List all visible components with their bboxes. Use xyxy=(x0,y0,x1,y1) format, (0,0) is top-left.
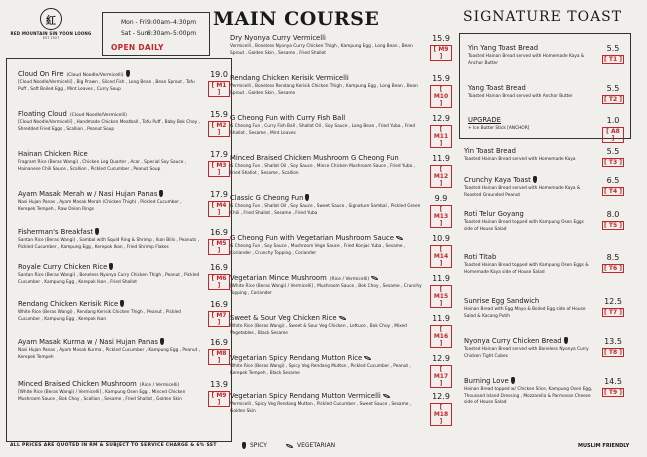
chili-icon xyxy=(159,190,163,197)
item-code: [ M11 ] xyxy=(430,125,452,148)
item-code: [ T5 ] xyxy=(602,221,624,230)
item-name: Vegetarian Spicy Rendang Mutton Vermicelli xyxy=(230,392,452,400)
item-description: [Cloud Noodle/Vermicelli] , Big Prawn , Sliced Fish , Long Bean , Bean Sprout , Tofu Puff , Soft Boiled Egg , Mint Leaves , Curry Soup xyxy=(18,80,195,92)
item-description: [White Rice (Beras Wangi) / Vermicelli] , Kampung Osen Egg , Minced Chicken Mushroom Sauce , Bok Choy , Scallion , Sesame , Fried Shallot , Golden Skin xyxy=(18,390,186,402)
item-name: Vegetarian Mince Mushroom (Rice / Vermicelli) xyxy=(230,274,452,282)
item-description: White Rice (Beras Wangi) , Sweet & Sour Veg Chicken , Lettuce , Bok Choy , Mixed Vegetables , Black Sesame xyxy=(230,324,407,336)
item-code: [ M12 ] xyxy=(430,165,452,188)
item-price: 1.0 xyxy=(606,116,620,125)
item-code: [ M10 ] xyxy=(430,85,452,108)
item-description: Fragrant Rice (Beras Wangi) , Chicken Leg Quarter , Acar , Special Soy Sauce , Hainanese Chili Sauce , Scallion , Pickled Cucumber , Peanut Soup xyxy=(18,160,187,172)
item-price: 5.5 xyxy=(606,44,620,53)
item-price: 6.5 xyxy=(606,176,620,185)
item-name: Dry Nyonya Curry Vermicelli xyxy=(230,34,326,42)
item-code: [ M18 ] xyxy=(430,403,452,426)
item-name: Rendang Chicken Kerisik Vermicelli xyxy=(230,74,349,82)
toast-item xyxy=(464,297,624,320)
chili-icon xyxy=(564,337,568,344)
leaf-icon xyxy=(396,236,403,240)
chili-icon xyxy=(95,228,99,235)
chili-icon xyxy=(511,377,515,384)
signature-toast-title: SIGNATURE TOAST xyxy=(463,9,623,25)
item-subtitle: (Rice / Vermicelli) xyxy=(329,277,370,282)
item-price: 5.5 xyxy=(606,84,620,93)
main-course-title: MAIN COURSE xyxy=(213,8,380,30)
item-name: Roti Titab xyxy=(464,253,497,261)
signature-item xyxy=(468,44,624,67)
item-description: Vermicelli , Spicy Veg Rendang Mutton , Pickled Cucumber , Sweet Sauce , Sesame , Golden Skin xyxy=(230,402,412,414)
item-code: [ M4 ] xyxy=(208,201,230,217)
item-description: Toasted Hainan Bread served with Homemade Kaya & Anchor Butter xyxy=(468,54,585,66)
brand-logo xyxy=(6,4,96,40)
item-price: 11.9 xyxy=(432,314,450,323)
item-price: 12.9 xyxy=(432,392,450,401)
item-name: Classic G Cheong Fun xyxy=(230,194,452,202)
item-code: [ M5 ] xyxy=(208,239,230,255)
menu-item xyxy=(230,234,452,267)
leaf-icon xyxy=(286,444,293,448)
item-name: Minced Braised Chicken Mushroom G Cheong Fun xyxy=(230,154,399,162)
item-price: 15.9 xyxy=(210,110,228,119)
item-description: Nasi Hujan Panas , Ayam Masak Merah (Chicken Thigh) , Pickled Cucumber , Kerepek Tempeh , Raw Onion Rings xyxy=(18,200,182,212)
item-name: UPGRADE xyxy=(468,116,501,124)
item-description: Toasted Hainan Bread topped with Kampung Osen Eggs side of House Salad xyxy=(464,220,584,232)
item-price: 16.9 xyxy=(210,300,228,309)
item-price: 19.0 xyxy=(210,70,228,79)
toast-item xyxy=(464,176,624,199)
item-description: Hainan Bread with Egg Mayo & Boiled Egg side of House Salad & Kacang Putih xyxy=(464,307,586,319)
toast-item xyxy=(464,337,624,360)
item-name: Ayam Masak Kurma w / Nasi Hujan Panas xyxy=(18,338,230,346)
brand-name: RED MOUNTAIN SIN YOON LOONG xyxy=(10,31,92,36)
item-code: [ T6 ] xyxy=(602,264,624,273)
toast-item xyxy=(464,147,624,164)
item-name: Sunrise Egg Sandwich xyxy=(464,297,540,305)
chili-icon xyxy=(120,300,124,307)
item-subtitle: (Cloud Noodle/Vermicelli) xyxy=(69,113,127,118)
item-name: Yin Yang Toast Bread xyxy=(468,44,539,52)
item-code: [ T2 ] xyxy=(602,95,624,104)
leaf-icon xyxy=(339,316,346,320)
item-description: G Cheong Fun , Curry Fish Ball , Shallot Oil , Soy Sauce , Long Bean , Fried Yuba , Fried Shallot , Sesame , Mint Leaves xyxy=(230,124,416,136)
item-subtitle: (Cloud Noodle/Vermicelli) xyxy=(66,73,124,78)
item-name: Floating Cloud (Cloud Noodle/Vermicelli) xyxy=(18,110,127,118)
item-price: 12.9 xyxy=(432,354,450,363)
logo-icon: 紅 xyxy=(40,8,62,30)
menu-item xyxy=(230,392,452,425)
item-price: 16.9 xyxy=(210,338,228,347)
item-description: G Cheong Fun , Soy Sauce , Mushroom Vege Sauce , Fried Konjac Yuba , Sesame , Coriander , Crunchy Topping , Coriander xyxy=(230,244,406,256)
opening-hours-box xyxy=(102,12,210,56)
price-note: ALL PRICES ARE QUOTED IN RM & SUBJECT TO SERVICE CHARGE & 6% SST xyxy=(10,443,217,448)
item-code: [ M3 ] xyxy=(208,161,230,177)
item-name: Cloud On Fire (Cloud Noodle/Vermicelli) xyxy=(18,70,230,78)
item-price: 16.9 xyxy=(210,228,228,237)
item-description: Hainan Bread topped w/ Chicken Slice, Kampung Osen Egg, Thousand Island Dressing , Mozzarella & Parmesan Cheese side of House Salad xyxy=(464,387,593,406)
menu-item xyxy=(18,150,230,176)
item-code: [ M6 ] xyxy=(208,274,230,290)
item-price: 8.0 xyxy=(606,210,620,219)
item-description: + Ice Butter Stick [ANCHOR] xyxy=(468,126,530,131)
item-code: [ A8 ] xyxy=(602,127,624,143)
toast-item xyxy=(464,253,624,276)
item-code: [ M7 ] xyxy=(208,311,230,327)
menu-item xyxy=(230,194,452,227)
menu-item xyxy=(230,74,452,107)
menu-item xyxy=(18,338,230,364)
menu-item xyxy=(18,380,230,406)
muslim-friendly-label: MUSLIM FRIENDLY xyxy=(578,443,630,449)
menu-item xyxy=(230,274,452,307)
item-name: Roti Telur Goyang xyxy=(464,210,524,218)
menu-item xyxy=(18,110,230,136)
weekday-hours: Mon - Fri9:00am–4:30pm xyxy=(121,19,197,26)
legend-vegetarian: VEGETARIAN xyxy=(284,442,335,449)
item-code: [ M17 ] xyxy=(430,365,452,388)
item-name: Yin Toast Bread xyxy=(464,147,516,155)
item-price: 15.9 xyxy=(432,34,450,43)
chili-icon xyxy=(533,176,537,183)
item-name: G Cheong Fun with Curry Fish Ball xyxy=(230,114,346,122)
menu-item xyxy=(18,70,230,96)
item-description: Toasted Hainan Bread topped with Kampung Osen Eggs & Homemade Kaya side of House Salad xyxy=(464,263,589,275)
item-code: [ T9 ] xyxy=(602,388,624,397)
item-name: Royale Curry Chicken Rice xyxy=(18,263,230,271)
item-name: Nyonya Curry Chicken Bread xyxy=(464,337,624,345)
chili-icon xyxy=(109,263,113,270)
item-price: 12.9 xyxy=(432,114,450,123)
item-description: [White Rice (Beras Wangi) / Vermicelli] , Mushroom Sauce , Bok Choy , Sesame , Crunchy Topping , Coriander xyxy=(230,284,422,296)
item-code: [ M8 ] xyxy=(208,349,230,365)
item-price: 12.5 xyxy=(604,297,622,306)
item-name: Vegetarian Spicy Rendang Mutton Rice xyxy=(230,354,452,362)
item-price: 16.9 xyxy=(210,263,228,272)
item-code: [ T3 ] xyxy=(602,158,624,167)
item-code: [ T4 ] xyxy=(602,187,624,196)
item-price: 15.9 xyxy=(432,74,450,83)
item-code: [ T8 ] xyxy=(602,348,624,357)
item-name: Burning Love xyxy=(464,377,624,385)
item-name: G Cheong Fun with Vegetarian Mushroom Sauce xyxy=(230,234,452,242)
brand-tagline: EST 1927 xyxy=(42,36,60,40)
item-description: Toasted Hainan Bread served with Homemade Kaya & Roasted Grounded Peanut xyxy=(464,186,581,198)
leaf-icon xyxy=(383,394,390,398)
item-name: Rendang Chicken Kerisik Rice xyxy=(18,300,230,308)
signature-item xyxy=(468,84,624,101)
chili-icon xyxy=(242,442,246,449)
item-description: Toasted Hainan Bread served with Homemade Kaya xyxy=(464,157,576,162)
item-code: [ M9 ] xyxy=(430,45,452,61)
item-name: Crunchy Kaya Toast xyxy=(464,176,624,184)
chili-icon xyxy=(126,70,130,77)
item-subtitle: (Rice / Vermicelli) xyxy=(139,383,180,388)
item-code: [ M2 ] xyxy=(208,121,230,137)
item-code: [ M1 ] xyxy=(208,81,230,97)
legend-spicy: SPICY xyxy=(240,442,267,449)
item-price: 13.5 xyxy=(604,337,622,346)
item-name: Minced Braised Chicken Mushroom (Rice / Vermicelli) xyxy=(18,380,180,388)
item-price: 14.5 xyxy=(604,377,622,386)
menu-item xyxy=(230,314,452,347)
weekend-hours: Sat - Sun8:30am–5:00pm xyxy=(121,30,197,37)
leaf-icon xyxy=(371,276,378,280)
item-price: 11.9 xyxy=(432,154,450,163)
menu-item xyxy=(18,300,230,326)
item-price: 5.5 xyxy=(606,147,620,156)
menu-item xyxy=(230,114,452,147)
toast-item xyxy=(464,210,624,233)
item-description: [Cloud Noodle/Vermicelli] , Handmade Chicken Meatball , Tofu Puff , Baby Bok Choy , Shredded Fried Eggs , Scallion , Peanut Soup xyxy=(18,120,200,132)
open-daily-label: OPEN DAILY xyxy=(111,43,164,52)
item-description: Santan Rice (Beras Wangi) , Boneless Nyonya Curry Chicken Thigh , Peanut , Pickled Cucumber , Kampung Egg , Kerepok Ikan , Fried Shallot xyxy=(18,273,200,285)
toast-item xyxy=(464,377,624,407)
leaf-icon xyxy=(364,356,371,360)
item-description: G Cheong Fun , Shallot Oil , Soy Sauce , Sweet Sauce , Signature Sambal , Pickled Green Chili , Fried Shallot , Sesame , Fried Yuba xyxy=(230,204,421,216)
item-price: 9.9 xyxy=(434,194,448,203)
item-description: G Cheong Fun , Shallot Oil , Soy Sauce , Mince Chicken Mushroom Sauce , Fried Yuba , Fried Shallot , Sesame , Scallion xyxy=(230,164,415,176)
item-description: White Rice (Beras Wangi) , Rendang Kerisik Chicken Thigh , Peanut , Pickled Cucumber , Kampung Egg , Kerepok Ikan xyxy=(18,310,182,322)
chili-icon xyxy=(160,338,164,345)
item-name: Yang Toast Bread xyxy=(468,84,526,92)
item-code: [ T1 ] xyxy=(602,55,624,64)
item-price: 17.9 xyxy=(210,190,228,199)
menu-item xyxy=(18,228,230,254)
item-description: Vermicelli , Boneless Nyonya Curry Chicken Thigh , Kampung Egg , Long Bean , Bean Sprout , Golden Skin , Sesame , Fried Shallot xyxy=(230,44,413,56)
item-code: [ M16 ] xyxy=(430,325,452,348)
item-name: Fisherman's Breakfast xyxy=(18,228,230,236)
item-description: Toasted Hainan Bread served with Anchor Butter xyxy=(468,94,573,99)
item-code: [ T7 ] xyxy=(602,308,624,317)
item-price: 8.5 xyxy=(606,253,620,262)
item-code: [ M13 ] xyxy=(430,205,452,228)
item-description: Vermicelli , Boneless Rendang Kerisik Chicken Thigh , Kampung Egg , Long Bean , Bean Sprout , Golden Skin , Sesame xyxy=(230,84,418,96)
chili-icon xyxy=(305,194,309,201)
menu-item xyxy=(18,190,230,216)
item-code: [ M14 ] xyxy=(430,245,452,268)
item-price: 10.9 xyxy=(432,234,450,243)
item-code: [ M9 ] xyxy=(208,391,230,407)
item-price: 13.9 xyxy=(210,380,228,389)
item-code: [ M15 ] xyxy=(430,285,452,308)
item-price: 17.9 xyxy=(210,150,228,159)
menu-item xyxy=(230,354,452,387)
menu-item xyxy=(18,263,230,289)
item-name: Ayam Masak Merah w / Nasi Hujan Panas xyxy=(18,190,230,198)
item-description: Toasted Hainan Bread served with Boneless Nyonya Curry Chicken Tight Cubes xyxy=(464,347,589,359)
item-description: Santan Rice (Beras Wangi) , Sambal with Squid Ring & Shrimp , Ikan Bilis , Peanuts , Pickled Cucumber , Kampung Egg , Kerepok Ikan , Fried Shrimp Flakes xyxy=(18,238,199,250)
menu-item xyxy=(230,34,452,60)
item-name: Hainan Chicken Rice xyxy=(18,150,88,158)
signature-item xyxy=(468,116,624,142)
menu-item xyxy=(230,154,452,187)
item-description: Nasi Hujan Panas , Ayam Masak Kurma , Pickled Cucumber , Kampung Egg , Peanut , Kerepek Tempeh xyxy=(18,348,200,360)
item-name: Sweet & Sour Veg Chicken Rice xyxy=(230,314,452,322)
item-description: White Rice (Beras Wangi) , Spicy Veg Rendang Mutton , Pickled Cucumber , Peanut , Kerepek Tempeh , Black Sesame xyxy=(230,364,411,376)
item-price: 11.9 xyxy=(432,274,450,283)
